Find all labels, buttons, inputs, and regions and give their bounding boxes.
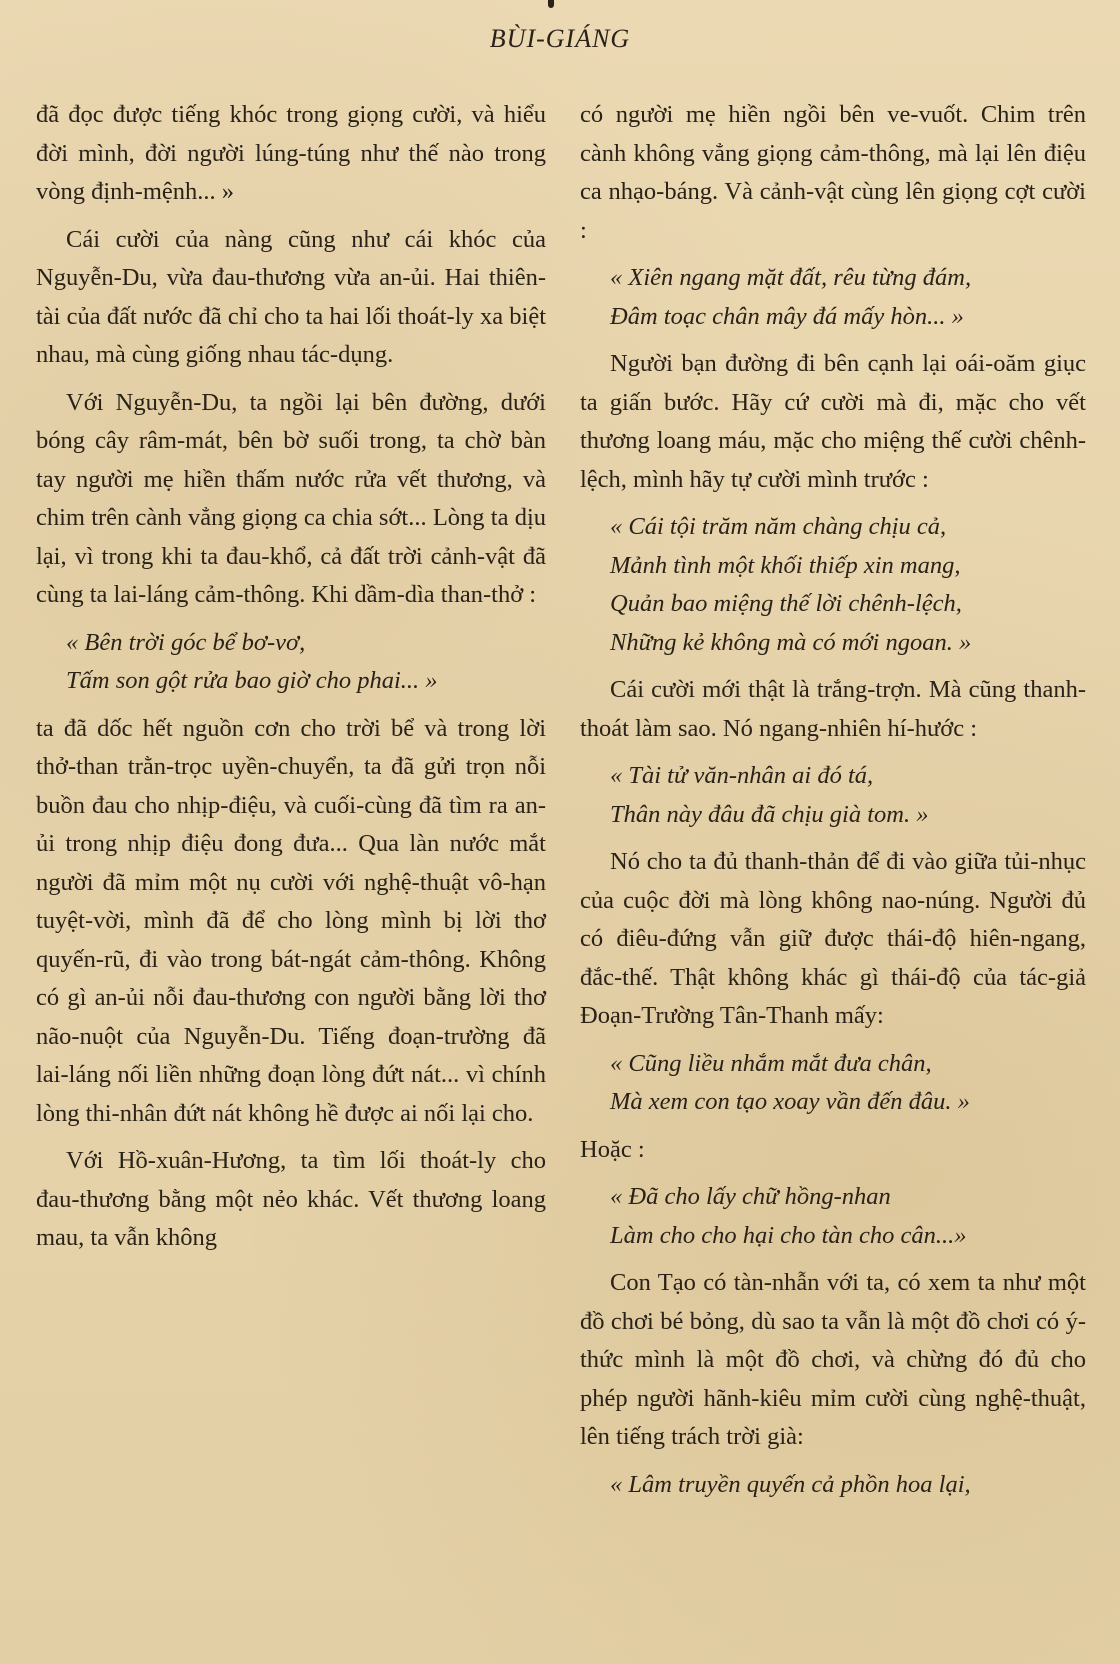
verse-line: Đâm toạc chân mây đá mấy hòn... » [610,302,964,330]
left-column [36,96,546,1267]
verse-line: Những kẻ không mà có mới ngoan. » [610,628,972,656]
right-column [580,96,1086,1513]
verse-line: Làm cho cho hại cho tàn cho cân...» [610,1221,967,1249]
verse-line: « Tài tử văn-nhân ai đó tá, [610,762,874,789]
verse-line: Quản bao miệng thế lời chênh-lệch, [610,590,962,617]
verse-quote [36,624,546,701]
paragraph: ta đã dốc hết nguồn cơn cho trời bể và trong lời thở-than trằn-trọc uyền-chuyển, ta đã gửi trọn nỗi buồn đau cho nhịp-điệu, và cuối-cùng đã tìm ra an-ủi trong nhịp điệu đong đưa... Qua làn nước mắt người đã mỉm một nụ cười với nghệ-thuật vô-hạn tuyệt-vời, mình đã để cho lòng mình bị lời thơ quyến-rũ, đi vào trong bát-ngát cảm-thông. Không có gì an-ủi nỗi đau-thương con người bằng lời thơ não-nuột của Nguyễn-Du. Tiếng đoạn-trường đã lai-láng nối liền những đoạn lòng đứt nát... vì chính lòng thi-nhân đứt nát không hề được ai nối lại cho. [36,714,546,1127]
verse-line: « Xiên ngang mặt đất, rêu từng đám, [610,264,972,291]
paragraph: Hoặc : [580,1135,645,1163]
verse-quote [580,1178,1086,1255]
verse-quote [580,259,1086,336]
paragraph: Người bạn đường đi bên cạnh lại oái-oăm giục ta giấn bước. Hãy cứ cười mà đi, mặc cho vết thương loang máu, mặc cho miệng thế cười chênh-lệch, mình hãy tự cười mình trước : [580,350,1086,493]
paragraph: Con Tạo có tàn-nhẫn với ta, có xem ta như một đồ chơi bé bỏng, dù sao ta vẫn là một đồ chơi có ý-thức mình là một đồ chơi, và chừng đó đủ cho phép người hãnh-kiêu mỉm cười cùng nghệ-thuật, lên tiếng trách trời già: [580,1269,1086,1450]
verse-line: « Cũng liều nhắm mắt đưa chân, [610,1049,932,1077]
paragraph: có người mẹ hiền ngồi bên ve-vuốt. Chim trên cành không vẳng giọng cảm-thông, mà lại lên điệu ca nhạo-báng. Và cảnh-vật cùng lên giọng cợt cười : [580,101,1086,244]
paragraph: Cái cười của nàng cũng như cái khóc của Nguyễn-Du, vừa đau-thương vừa an-ủi. Hai thiên-tài của đất nước đã chỉ cho ta hai lối thoát-ly xa biệt nhau, mà cùng giống nhau tác-dụng. [36,225,546,368]
verse-quote [580,1466,1086,1505]
verse-line: Thân này đâu đã chịu già tom. » [610,800,929,828]
verse-line: Tấm son gột rửa bao giờ cho phai... » [66,667,438,694]
verse-line: Mà xem con tạo xoay vần đến đâu. » [610,1088,970,1115]
paragraph: Nó cho ta đủ thanh-thản để đi vào giữa tủi-nhục của cuộc đời mà lòng không nao-núng. Người đủ có điêu-đứng vẫn giữ được thái-độ hiên-ngang, đắc-thế. Thật không khác gì thái-độ của tác-giả Đoạn-Trường Tân-Thanh mấy: [580,848,1086,1029]
paragraph: Cái cười mới thật là trắng-trợn. Mà cũng thanh-thoát làm sao. Nó ngang-nhiên hí-hước : [580,676,1086,742]
verse-line: « Lâm truyền quyến cả phồn hoa lại, [610,1470,971,1498]
verse-line: « Bên trời góc bể bơ-vơ, [66,628,306,656]
running-head: BÙI-GIÁNG [489,24,631,53]
paragraph: đã đọc được tiếng khóc trong giọng cười, và hiểu đời mình, đời người lúng-túng như thế nào trong vòng định-mệnh... » [36,101,546,205]
page-top-mark [548,0,554,8]
verse-quote [580,508,1086,662]
verse-quote [580,1045,1086,1122]
paragraph: Với Hồ-xuân-Hương, ta tìm lối thoát-ly cho đau-thương bằng một nẻo khác. Vết thương loang mau, ta vẫn không [36,1147,546,1251]
verse-line: « Cái tội trăm năm chàng chịu cả, [610,513,947,540]
verse-quote [580,757,1086,834]
verse-line: Mảnh tình một khối thiếp xin mang, [610,551,961,579]
paragraph: Với Nguyễn-Du, ta ngồi lại bên đường, dưới bóng cây râm-mát, bên bờ suối trong, ta chờ bàn tay người mẹ hiền thấm nước rửa vết thương, và chim trên cành vẳng giọng ca chia sớt... Lòng ta dịu lại, vì trong khi ta đau-khổ, cả đất trời cảnh-vật đã cùng ta lai-láng cảm-thông. Khi dầm-dìa than-thở : [36,388,546,608]
verse-line: « Đã cho lấy chữ hồng-nhan [610,1183,891,1210]
